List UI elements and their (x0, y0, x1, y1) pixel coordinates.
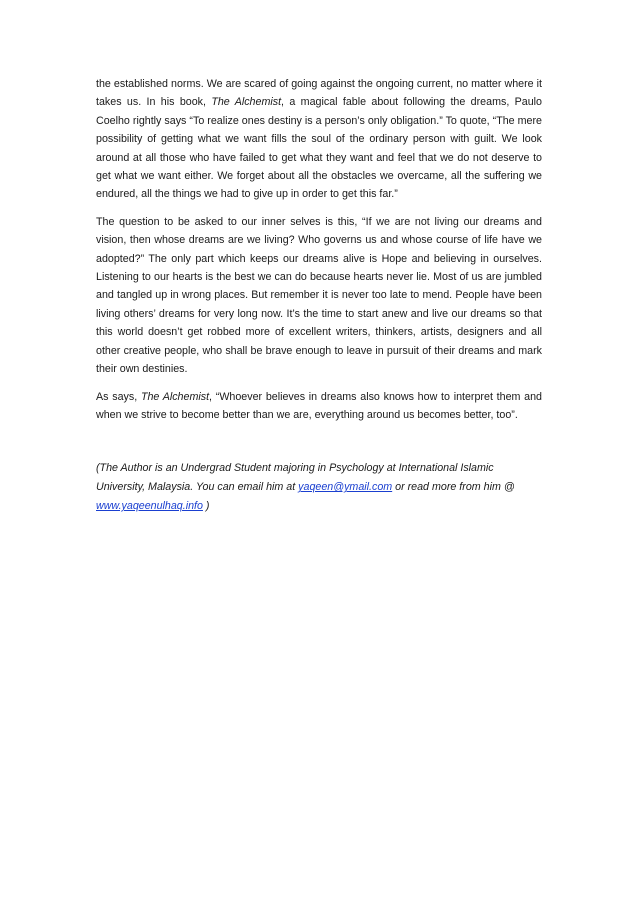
website-link[interactable]: www.yaqeenulhaq.info (96, 500, 203, 513)
author-note-end: ) (202, 500, 210, 513)
author-note-text: (The Author is an Undergrad Student majoring in Psychology at International Islamic University, Malaysia. You can email him at (96, 462, 494, 494)
paragraph-1-text: the established norms. We are scared of going against the ongoing current, no matter where it takes us. In his book, (96, 78, 542, 109)
paragraph-3-rest: , “Whoever believes in dreams also knows how to interpret them and when we strive to become better than we are, everything around us becomes better, too”. (96, 390, 543, 421)
document-page (96, 75, 542, 527)
paragraph-1 (96, 75, 542, 204)
email-link[interactable]: yaqeen@ymail.com (298, 481, 393, 494)
paragraph-1-rest: , a magical fable about following the dreams, Paulo Coelho rightly says “To realize ones destiny is a person’s only obligation.” To quote, “The mere possibility of getting what we want fills the soul of the ordinary person with guilt. We look around at all those who have failed to get what they want and feel that we do not deserve to get what we want either. We forget about all the obstacles we overcame, all the suffering we endured, all the things we had to give up in order to get this far.” (96, 96, 542, 201)
paragraph-3 (96, 388, 542, 425)
author-note-middle: or read more from him @ (392, 481, 515, 494)
paragraph-3-start: As says, (96, 390, 141, 403)
author-note (96, 459, 542, 516)
paragraph-2 (96, 213, 542, 379)
paragraph-2-text: The question to be asked to our inner selves is this, “If we are not living our dreams and vision, then whose dreams are we living? Who governs us and whose course of life have we adopted?” The only part which keeps our dreams alive is Hope and believing in ourselves. Listening to our hearts is the best we can do because hearts never lie. Most of us are jumbled and tangled up in wrong places. But remember it is never too late to mend. People have been living others’ dreams for very long now. It’s the time to start anew and live our dreams so that this world doesn’t get robbed more of excellent writers, thinkers, artists, designers and all other creative people, who shall be brave enough to leave in pursuit of their dreams and mark their own destinies. (96, 215, 542, 376)
book-title: The Alchemist (140, 390, 210, 403)
book-title: The Alchemist (211, 96, 282, 109)
